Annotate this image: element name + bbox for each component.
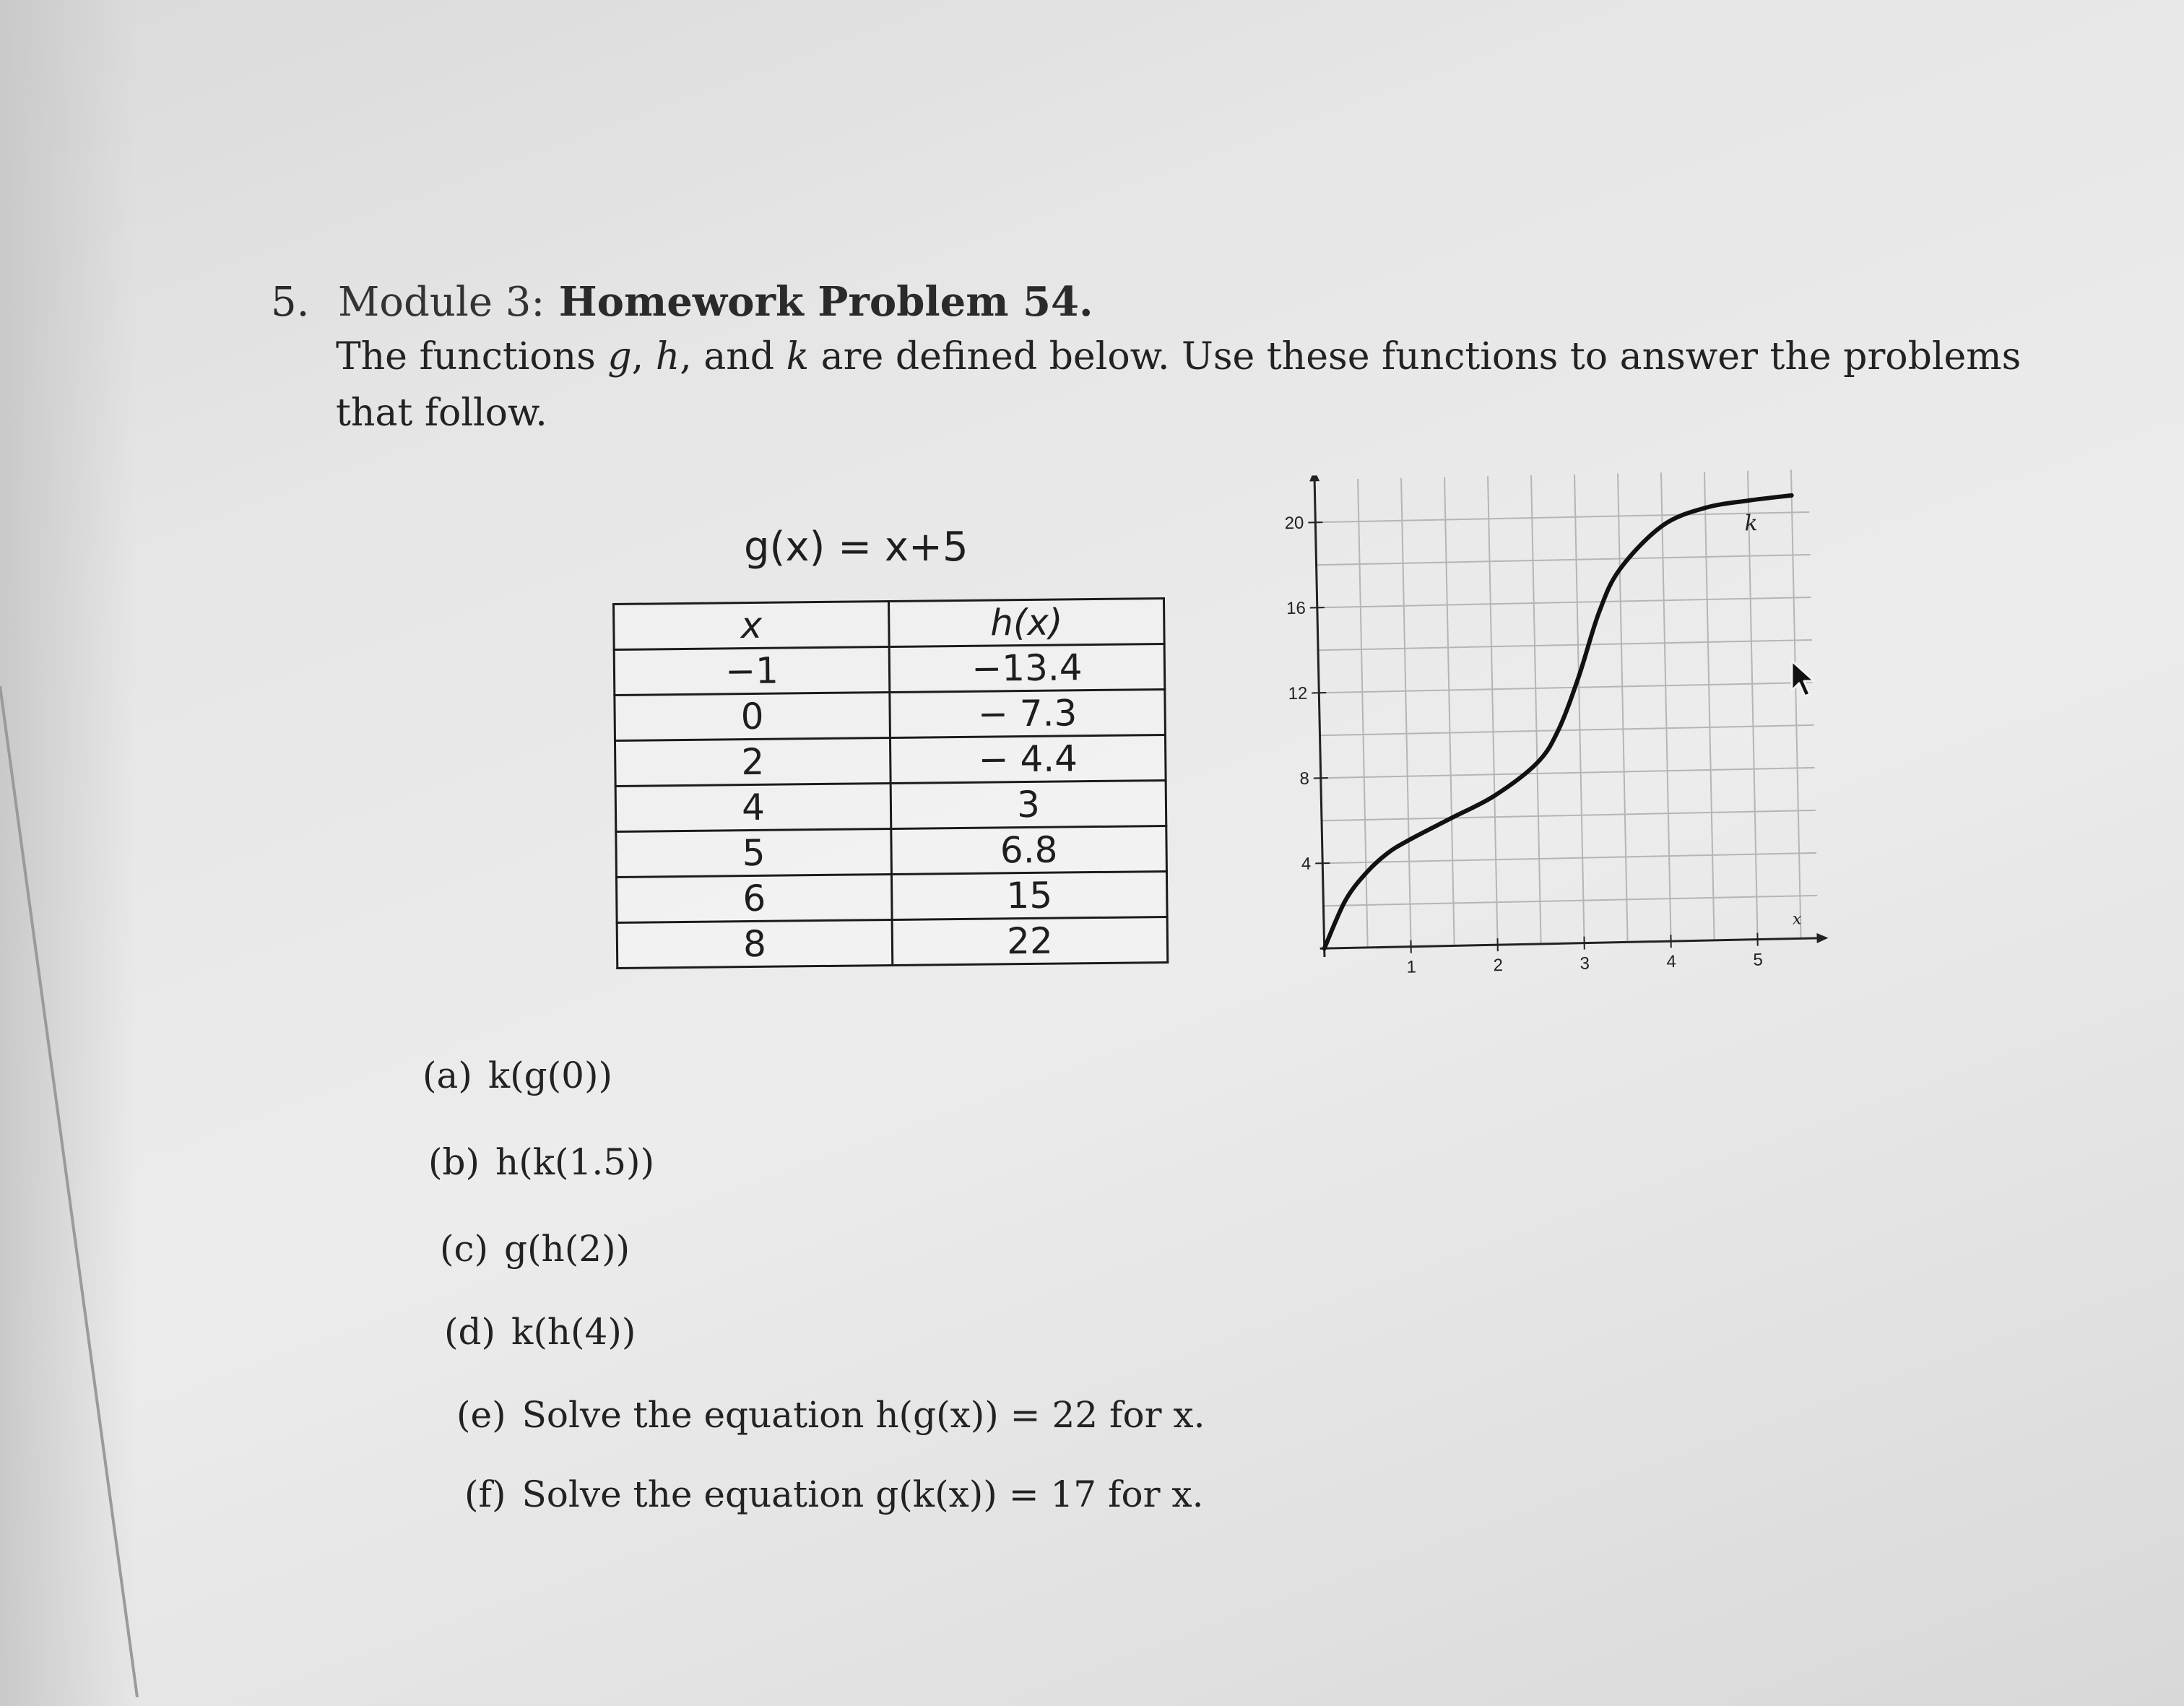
grid-line-vertical [1791,470,1801,939]
grid-line-horizontal [1323,896,1817,906]
grid-line-horizontal [1317,555,1811,565]
question-text: g(h(2)) [504,1228,630,1270]
k-curve-label: k [1744,511,1759,537]
question-text: k(h(4)) [511,1311,636,1353]
grid-line-vertical [1748,471,1758,940]
table-row [617,917,1168,968]
cell-x: 4 [615,783,891,831]
table-row [616,871,1167,922]
grid-line-vertical [1488,476,1498,945]
grid-line-horizontal [1321,768,1815,778]
h-table-header-h: h(x) [888,599,1164,647]
cell-h: 22 [892,917,1168,965]
grid-line-vertical [1574,475,1585,943]
y-tick-label: 20 [1284,513,1304,534]
cell-x: 2 [615,737,890,786]
grid-line-vertical [1618,474,1628,943]
grid-line-vertical [1531,475,1541,944]
grid-line-horizontal [1320,725,1814,735]
question-text: k(g(0)) [488,1055,612,1096]
grid-line-vertical [1704,472,1715,940]
table-row [615,780,1166,831]
question-text: Solve the equation h(g(x)) = 22 for x. [521,1394,1205,1436]
cell-x: 0 [615,692,890,740]
grid-line-horizontal [1315,512,1809,522]
problem-heading [271,278,1093,326]
cell-h: 15 [891,871,1167,919]
cell-x: 8 [617,919,893,968]
problem-number: 5. [271,279,310,326]
h-table-header-x: x [614,601,890,649]
x-axis-arrow [1816,933,1828,943]
g-definition: g(x) = x+5 [744,524,968,571]
problem-title: Homework Problem 54. [558,278,1093,326]
question-label: (d) [444,1311,496,1353]
grid-line-horizontal [1319,683,1813,693]
question-label: (e) [456,1394,506,1436]
question-text: Solve the equation g(k(x)) = 17 for x. [521,1473,1204,1515]
x-tick-label: 4 [1666,951,1677,972]
h-table [612,597,1169,969]
table-row [616,826,1167,877]
grid-line-horizontal [1322,853,1816,863]
question-a [422,1055,612,1096]
h-table-header [614,599,1165,650]
grid-line-horizontal [1317,597,1811,607]
x-axis [1320,938,1819,948]
cell-h: − 4.4 [890,735,1166,783]
grid-line-vertical [1661,472,1671,941]
question-d [444,1311,636,1353]
cell-h: − 7.3 [890,689,1166,737]
y-tick-label: 16 [1286,598,1306,619]
grid-line-horizontal [1318,640,1812,650]
table-row [615,689,1166,740]
question-b [428,1141,654,1183]
x-tick-label: 2 [1493,956,1504,976]
paper-edge-line [0,686,144,1697]
question-f [464,1473,1204,1515]
cell-x: −1 [614,646,890,695]
var-h: h [655,335,680,378]
cell-h: −13.4 [889,644,1165,693]
cell-h: 6.8 [891,826,1167,874]
k-graph [1257,465,1830,982]
question-e [456,1394,1205,1436]
problem-intro: The functions g, h, and k are defined below. Use these functions to answer the problems that follow. [336,335,2022,435]
y-axis-arrow [1309,469,1320,481]
question-c [440,1228,630,1270]
cell-x: 5 [616,828,892,877]
table-row [615,735,1166,786]
x-tick-label: 3 [1580,953,1590,974]
var-k: k [786,335,810,378]
question-label: (b) [428,1141,480,1183]
grid-line-horizontal [1322,810,1816,820]
grid-line-vertical [1401,478,1411,947]
grid-line-vertical [1444,477,1455,946]
x-tick-label: 5 [1753,950,1764,970]
question-label: (f) [464,1473,506,1515]
x-axis-label: x [1792,910,1802,929]
question-label: (c) [440,1228,489,1270]
table-row [614,644,1165,696]
y-tick-label: 4 [1301,854,1312,874]
question-label: (a) [422,1055,472,1096]
mouse-pointer-icon [1790,659,1819,702]
problem-module: Module 3: [337,279,545,326]
var-g: g [607,335,632,378]
cell-x: 6 [616,874,892,922]
cell-h: 3 [890,780,1166,828]
y-tick-label: 8 [1299,768,1310,789]
y-tick-label: 12 [1288,683,1308,704]
x-tick-label: 1 [1406,957,1417,977]
question-text: h(k(1.5)) [495,1141,655,1183]
y-axis [1314,480,1325,957]
